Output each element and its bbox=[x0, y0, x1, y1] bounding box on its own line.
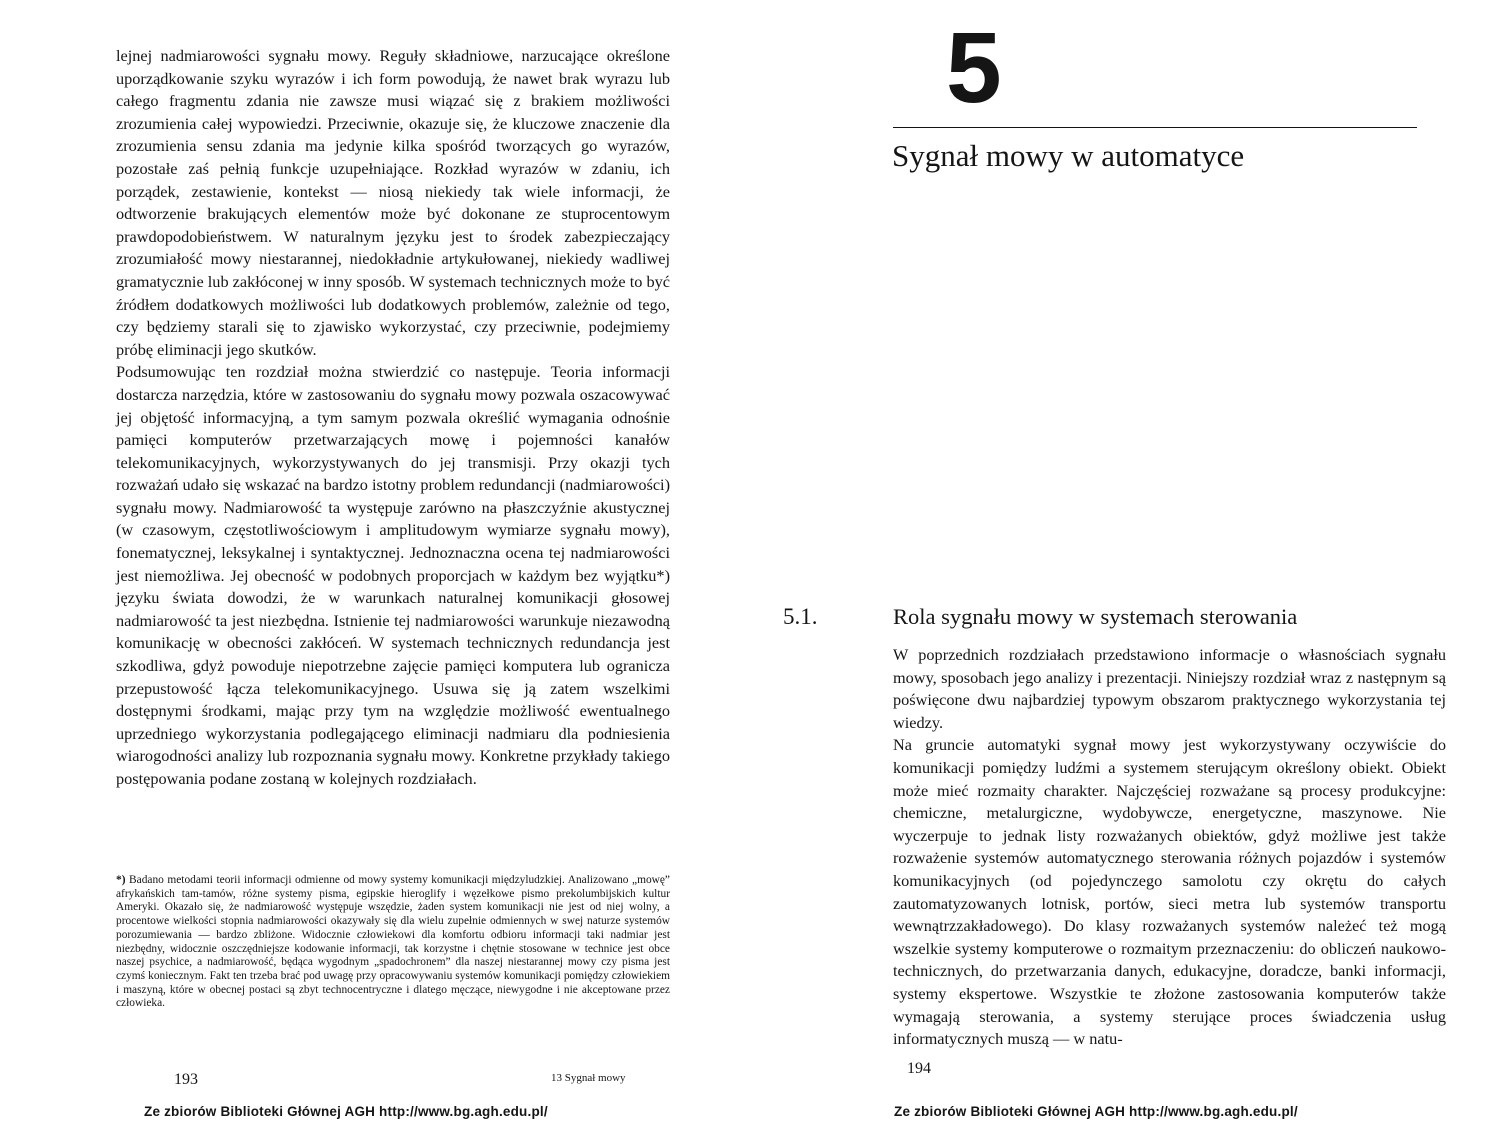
library-stamp: Ze zbiorów Biblioteki Głównej AGH http://www.bg.agh.edu.pl/ bbox=[144, 1104, 548, 1119]
footnote-text: Badano metodami teorii informacji odmienne od mowy systemy komunikacji międzyludzkiej. Analizowano „mowę” afrykańskich tam-tamów, różne systemy pisma, egipskie hieroglify i węzełkowe pismo prekolumbijskich kultur Ameryki. Okazało się, że nadmiarowość występuje wszędzie, żaden system komunikacji nie jest od niej wolny, a procentowe wielkości stopnia nadmiarowości okazywały się dla wielu zupełnie odmiennych w swej naturze systemów porozumiewania — bardzo zbliżone. Widocznie człowiekowi dla komfortu odbioru informacji taki nadmiar jest niezbędny, widocznie oszczędniejsze kodowanie informacji, tak korzystne i chętnie stosowane w technice jest obce naszej psychice, a nadmiarowość, będąca wygodnym „spadochronem” dla naszej niestarannej mowy czy pisma jest czymś koniecznym. Fakt ten trzeba brać pod uwagę przy opracowywaniu systemów komunikacji pomiędzy człowiekiem i maszyną, które w obecnej postaci są zbyt technocentryczne i dlatego męczące, niewygodne i nie akceptowane przez człowieka. bbox=[116, 874, 670, 1010]
page-number: 193 bbox=[174, 1071, 198, 1088]
section-title: Rola sygnału mowy w systemach sterowania bbox=[893, 604, 1298, 629]
right-body-text bbox=[893, 644, 1446, 1051]
paragraph: Na gruncie automatyki sygnał mowy jest wykorzystywany oczywiście do komunikacji pomiędzy ludźmi a systemem sterującym określony obiekt. Obiekt może mieć rozmaity charakter. Najczęściej rozważane są procesy produkcyjne: chemiczne, metalurgiczne, wydobywcze, energetyczne, maszynowe. Nie wyczerpuje to jednak listy rozważanych obiektów, gdyż możliwe jest także rozważenie systemów automatycznego sterowania różnych pojazdów i systemów komunikacyjnych (od pojedynczego samolotu czy okrętu do całych zautomatyzowanych lotnisk, portów, sieci metra lub systemów transportu wewnątrzzakładowego). Do klasy rozważanych systemów należeć też mogą wszelkie systemy komputerowe o rozmaitym przeznaczeniu: do obliczeń naukowo-technicznych, do przetwarzania danych, edukacyjne, doradcze, banki informacji, systemy ekspertowe. Wszystkie te złożone zastosowania komputerów także wymagają sterowania, a systemy sterujące proces świadczenia usług informatycznych muszą — w natu- bbox=[893, 735, 1446, 1049]
left-body-text bbox=[116, 45, 670, 791]
page-number: 194 bbox=[907, 1060, 931, 1077]
footnote bbox=[116, 874, 670, 1011]
chapter-title: Sygnał mowy w automatyce bbox=[892, 138, 1245, 173]
printer-signature: 13 Sygnał mowy bbox=[551, 1072, 626, 1084]
paragraph: Podsumowując ten rozdział można stwierdzić co następuje. Teoria informacji dostarcza narzędzia, które w zastosowaniu do sygnału mowy pozwala oszacowywać jej objętość informacyjną, a tym samym pozwala określić wymagania odnośnie pamięci komputerów przetwarzających mowę i pojemności kanałów telekomunikacyjnych, wykorzystywanych do jej transmisji. Przy okazji tych rozważań udało się wskazać na bardzo istotny problem redundancji (nadmiarowości) sygnału mowy. Nadmiarowość ta występuje zarówno na płaszczyźnie akustycznej (w czasowym, częstotliwościowym i amplitudowym wymiarze sygnału mowy), fonematycznej, leksykalnej i syntaktycznej. Jednoznaczna ocena tej nadmiarowości jest niemożliwa. Jej obecność w podobnych proporcjach w każdym bez wyjątku*) języku świata dowodzi, że w warunkach naturalnej komunikacji głosowej nadmiarowość ta jest niezbędna. Istnienie tej nadmiarowości warunkuje niezawodną komunikację w obecności zakłóceń. W systemach technicznych redundancja jest szkodliwa, gdyż powoduje niepotrzebne zajęcie pamięci komputera lub ogranicza przepustowość łącza telekomunikacyjnego. Usuwa się ją zatem wszelkimi dostępnymi środkami, mając przy tym na względzie możliwość ewentualnego uprzedniego wykorzystania podlegającego eliminacji nadmiaru dla podniesienia wiarogodności analizy lub rozpoznania sygnału mowy. Konkretne przykłady takiego postępowania podane zostaną w kolejnych rozdziałach. bbox=[116, 362, 670, 788]
paragraph: lejnej nadmiarowości sygnału mowy. Reguły składniowe, narzucające określone uporządkowanie szyku wyrazów i ich form powodują, że nawet brak wyrazu lub całego fragmentu zdania nie zawsze musi wiązać się z brakiem możliwości zrozumienia całej wypowiedzi. Przeciwnie, okazuje się, że kluczowe znaczenie dla zrozumienia sensu zdania ma jedynie kilka spośród tworzących go wyrazów, pozostałe zaś pełnią funkcje uzupełniające. Rozkład wyrazów w zdaniu, ich porządek, zestawienie, kontekst — niosą niekiedy tak wiele informacji, że odtworzenie brakujących elementów może być dokonane ze stuprocentowym prawdopodobieństwem. W naturalnym języku jest to środek zabezpieczający zrozumiałość mowy niestarannej, niedokładnie artykułowanej, niekiedy wadliwej gramatycznie lub zakłóconej w inny sposób. W systemach technicznych może to być źródłem dodatkowych możliwości lub dodatkowych problemów, zależnie od tego, czy będziemy starali się to zjawisko wykorzystać, czy przeciwnie, podejmiemy próbę eliminacji jego skutków. bbox=[116, 46, 670, 359]
footnote-mark: *) bbox=[116, 874, 126, 886]
chapter-divider bbox=[893, 127, 1417, 128]
library-stamp: Ze zbiorów Biblioteki Głównej AGH http://www.bg.agh.edu.pl/ bbox=[894, 1104, 1298, 1119]
right-page bbox=[750, 0, 1500, 1127]
chapter-number: 5 bbox=[946, 12, 1004, 124]
section-number: 5.1. bbox=[783, 604, 818, 629]
paragraph: W poprzednich rozdziałach przedstawiono informacje o własnościach sygnału mowy, sposobach jego analizy i prezentacji. Niniejszy rozdział wraz z następnym są poświęcone dwu najbardziej typowym obszarom praktycznego wykorzystania tej wiedzy. bbox=[893, 645, 1446, 732]
